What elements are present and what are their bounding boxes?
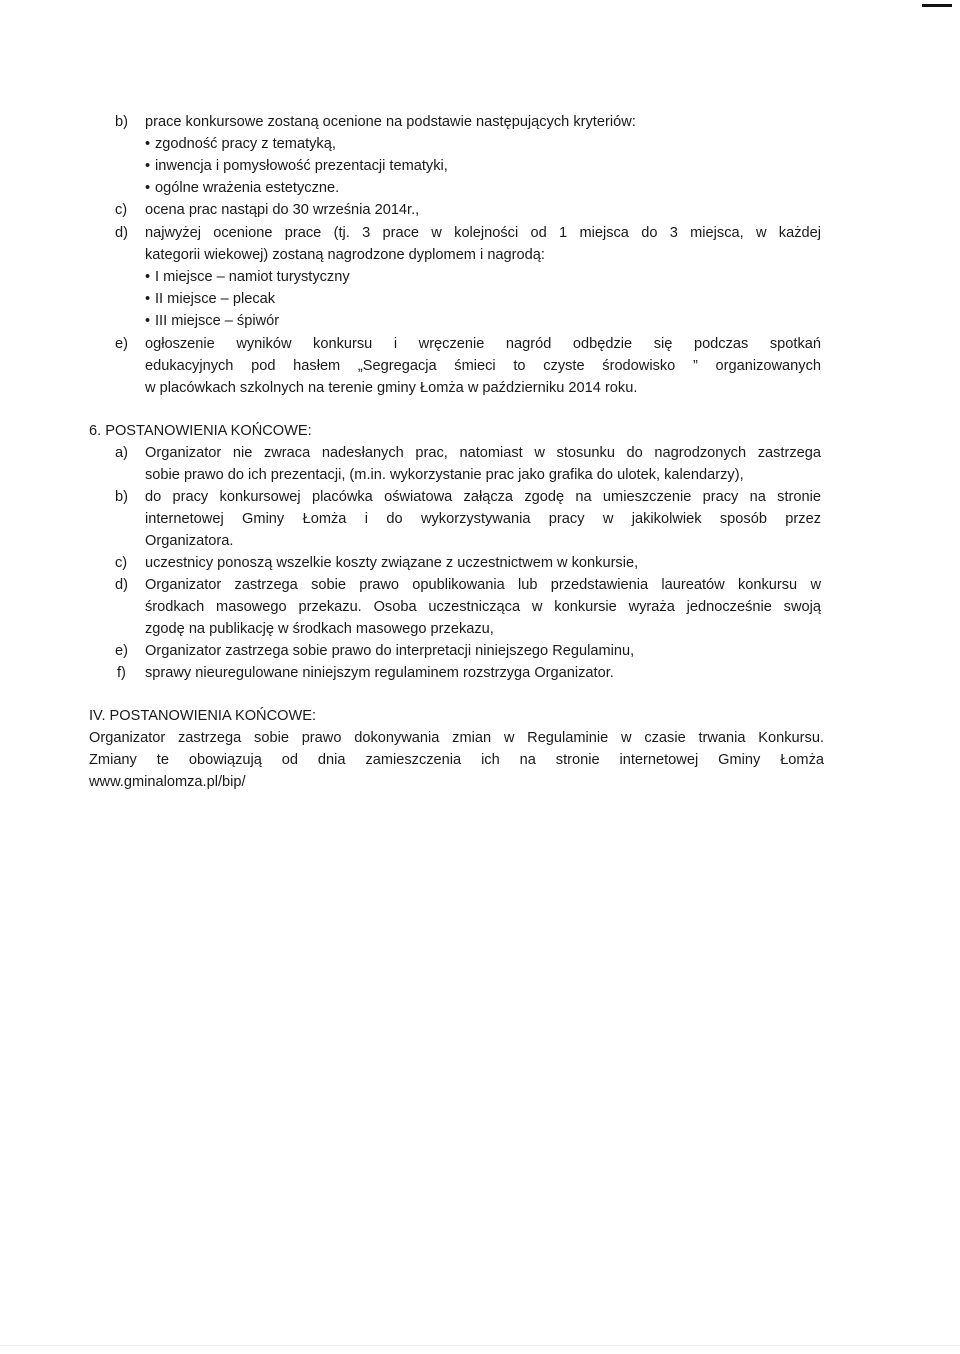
- paragraph-text: Zmiany te obowiązują od dnia zamieszczenia ich na stronie internetowej Gminy Łomża: [89, 752, 824, 768]
- item-text: Organizator zastrzega sobie prawo do interpretacji niniejszego Regulaminu,: [145, 643, 635, 659]
- item-label: f): [117, 665, 126, 681]
- item-label: b): [115, 114, 128, 130]
- bullet-icon: •: [145, 158, 151, 174]
- section-heading: IV. POSTANOWIENIA KOŃCOWE:: [89, 708, 317, 724]
- item-text: edukacyjnych pod hasłem „Segregacja śmieci to czyste środowisko ” organizowanych: [145, 358, 821, 374]
- scan-edge-mark: [922, 4, 952, 7]
- bullet-icon: •: [145, 136, 151, 152]
- item-text: środkach masowego przekazu. Osoba uczestnicząca w konkursie wyraża jednocześnie swoją: [145, 599, 821, 615]
- item-text: Organizator zastrzega sobie prawo opublikowania lub przedstawienia laureatów konkursu w: [145, 577, 821, 593]
- item-text: najwyżej ocenione prace (tj. 3 prace w kolejności od 1 miejsca do 3 miejsca, w każdej: [145, 225, 821, 241]
- bullet-icon: •: [145, 180, 151, 196]
- bullet-icon: •: [145, 313, 151, 329]
- item-label: d): [115, 225, 128, 241]
- section-heading: 6. POSTANOWIENIA KOŃCOWE:: [89, 423, 312, 439]
- item-text: prace konkursowe zostaną ocenione na podstawie następujących kryteriów:: [145, 114, 636, 130]
- bullet-icon: •: [145, 291, 151, 307]
- item-label: b): [115, 489, 128, 505]
- item-label: e): [115, 643, 128, 659]
- item-text: Organizatora.: [145, 533, 234, 549]
- item-text: internetowej Gminy Łomża i do wykorzystywania pracy w jakikolwiek sposób przez: [145, 511, 821, 527]
- bullet-icon: •: [145, 269, 151, 285]
- item-text: zgodę na publikację w środkach masowego przekazu,: [145, 621, 494, 637]
- item-text: kategorii wiekowej) zostaną nagrodzone dyplomem i nagrodą:: [145, 247, 545, 263]
- page-edge-line: [0, 1345, 960, 1346]
- bullet-text: I miejsce – namiot turystyczny: [155, 269, 350, 285]
- item-text: ocena prac nastąpi do 30 września 2014r.,: [145, 202, 420, 218]
- item-text: uczestnicy ponoszą wszelkie koszty związane z uczestnictwem w konkursie,: [145, 555, 639, 571]
- item-text: Organizator nie zwraca nadesłanych prac, natomiast w stosunku do nagrodzonych zastrzega: [145, 445, 821, 461]
- item-label: c): [115, 202, 128, 218]
- bullet-text: II miejsce – plecak: [155, 291, 276, 307]
- bip-url: www.gminalomza.pl/bip/: [89, 774, 246, 790]
- item-label: a): [115, 445, 128, 461]
- paragraph-text: Organizator zastrzega sobie prawo dokonywania zmian w Regulaminie w czasie trwania Konkursu.: [89, 730, 824, 746]
- item-label: e): [115, 336, 128, 352]
- bullet-text: III miejsce – śpiwór: [155, 313, 280, 329]
- item-text: sobie prawo do ich prezentacji, (m.in. wykorzystanie prac jako grafika do ulotek, kalendarzy),: [145, 467, 744, 483]
- bullet-text: ogólne wrażenia estetyczne.: [155, 180, 340, 196]
- bullet-text: zgodność pracy z tematyką,: [155, 136, 336, 152]
- item-label: d): [115, 577, 128, 593]
- item-label: c): [115, 555, 128, 571]
- item-text: do pracy konkursowej placówka oświatowa załącza zgodę na umieszczenie pracy na stronie: [145, 489, 821, 505]
- item-text: sprawy nieuregulowane niniejszym regulaminem rozstrzyga Organizator.: [145, 665, 614, 681]
- item-text: w placówkach szkolnych na terenie gminy Łomża w październiku 2014 roku.: [145, 380, 638, 396]
- bullet-text: inwencja i pomysłowość prezentacji tematyki,: [155, 158, 448, 174]
- item-text: ogłoszenie wyników konkursu i wręczenie nagród odbędzie się podczas spotkań: [145, 336, 821, 352]
